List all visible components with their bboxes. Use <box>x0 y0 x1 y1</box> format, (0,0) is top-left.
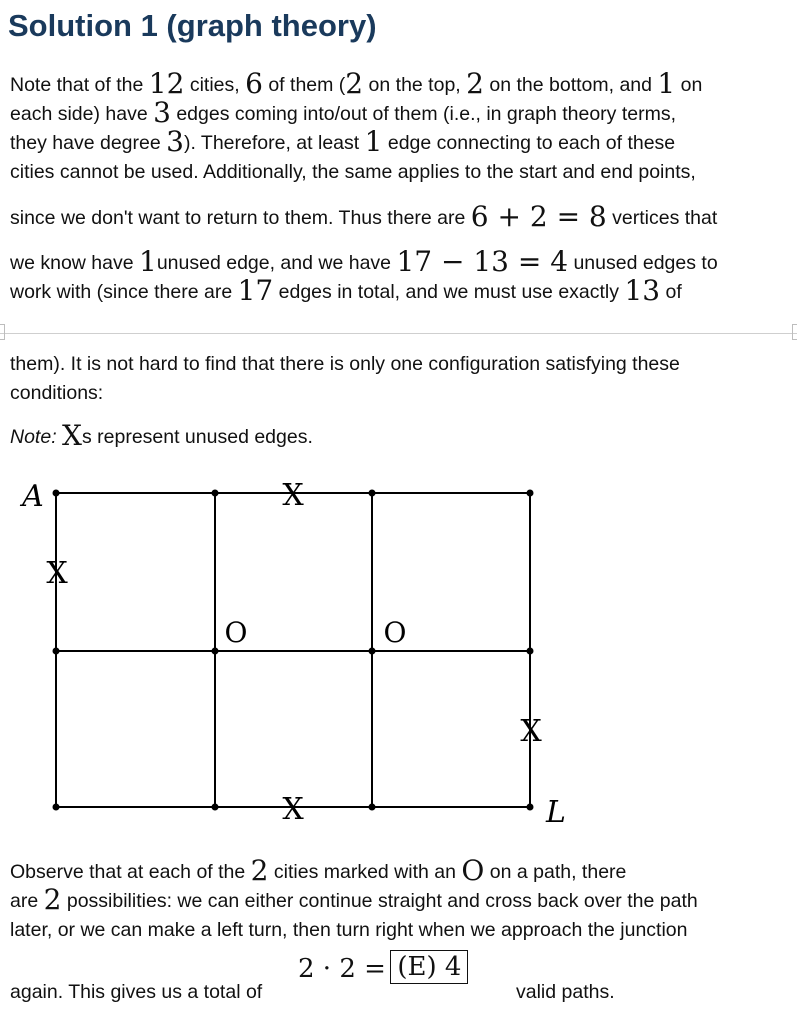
solution-title: Solution 1 (graph theory) <box>8 8 377 43</box>
paragraph-line: are 2 possibilities: we can either continue straight and cross back over the path <box>10 883 698 916</box>
paragraph-line: cities cannot be used. Additionally, the same applies to the start and end points, <box>10 161 696 183</box>
vertex <box>212 804 219 811</box>
vertex <box>369 490 376 497</box>
answer-expression <box>298 950 468 984</box>
math-number: 2 <box>250 854 269 887</box>
math-number: 12 <box>148 67 185 100</box>
vertex <box>369 648 376 655</box>
paragraph-line: Observe that at each of the 2 cities marked with an O on a path, there <box>10 854 627 887</box>
label-a: A <box>22 479 44 514</box>
math-number: 3 <box>153 96 171 129</box>
math-number: 2 <box>466 67 484 100</box>
x-mark-right: X <box>520 714 542 749</box>
math-number: 1 <box>139 245 157 278</box>
paragraph-line: each side) have 3 edges coming into/out of them (i.e., in graph theory terms, <box>10 96 677 129</box>
page-divider-cap-right <box>792 324 797 340</box>
paragraph-line: we know have 1unused edge, and we have 17 − 13 = 4 unused edges to <box>10 245 718 278</box>
vertex <box>212 648 219 655</box>
math-product: 2 · 2 = <box>298 954 386 984</box>
vertex <box>212 490 219 497</box>
vertex <box>527 648 534 655</box>
paragraph-line: since we don't want to return to them. Thus there are 6 + 2 = 8 vertices that <box>10 200 718 233</box>
vertex <box>53 804 60 811</box>
vertex <box>53 648 60 655</box>
x-mark-left: X <box>46 556 68 591</box>
paragraph-line-end: valid paths. <box>516 981 615 1003</box>
paragraph-line: again. This gives us a total of <box>10 981 263 1003</box>
vertex <box>53 490 60 497</box>
math-number: 1 <box>657 67 676 100</box>
vertex <box>369 804 376 811</box>
vertex <box>527 490 534 497</box>
x-mark-bottom: X <box>282 792 304 827</box>
math-number: 3 <box>166 125 184 158</box>
math-number: 1 <box>364 125 383 158</box>
math-number: 2 <box>345 67 364 100</box>
label-l: L <box>546 795 566 830</box>
page-divider <box>0 333 797 334</box>
math-number: 13 <box>624 274 661 307</box>
paragraph-line: later, or we can make a left turn, then turn right when we approach the junction <box>10 919 688 941</box>
math-number: 2 <box>43 883 62 916</box>
math-number: 17 <box>237 274 274 307</box>
math-number: 6 <box>245 67 263 100</box>
paragraph-line: Note that of the 12 cities, 6 of them (2 on the top, 2 on the bottom, and 1 on <box>10 67 703 100</box>
paragraph-line: them). It is not hard to find that there is only one configuration satisfying these <box>10 353 680 375</box>
note-label: Note: <box>10 426 57 448</box>
page-divider-cap-left <box>0 324 5 340</box>
math-equation: 17 − 13 = 4 <box>396 245 569 278</box>
paragraph-line: work with (since there are 17 edges in total, and we must use exactly 13 of <box>10 274 682 307</box>
answer-box: (E) 4 <box>390 950 468 984</box>
paragraph-line: conditions: <box>10 382 104 404</box>
x-mark-top: X <box>282 478 304 513</box>
math-o: O <box>461 854 485 887</box>
paragraph-line: they have degree 3). Therefore, at least 1 edge connecting to each of these <box>10 125 676 158</box>
math-equation: 6 + 2 = 8 <box>470 200 607 233</box>
o-mark-right: O <box>383 616 407 649</box>
grid-diagram <box>0 470 797 830</box>
vertex <box>527 804 534 811</box>
o-mark-left: O <box>224 616 248 649</box>
note-line: Note: Xs represent unused edges. <box>10 419 313 452</box>
math-x: X <box>62 419 82 452</box>
